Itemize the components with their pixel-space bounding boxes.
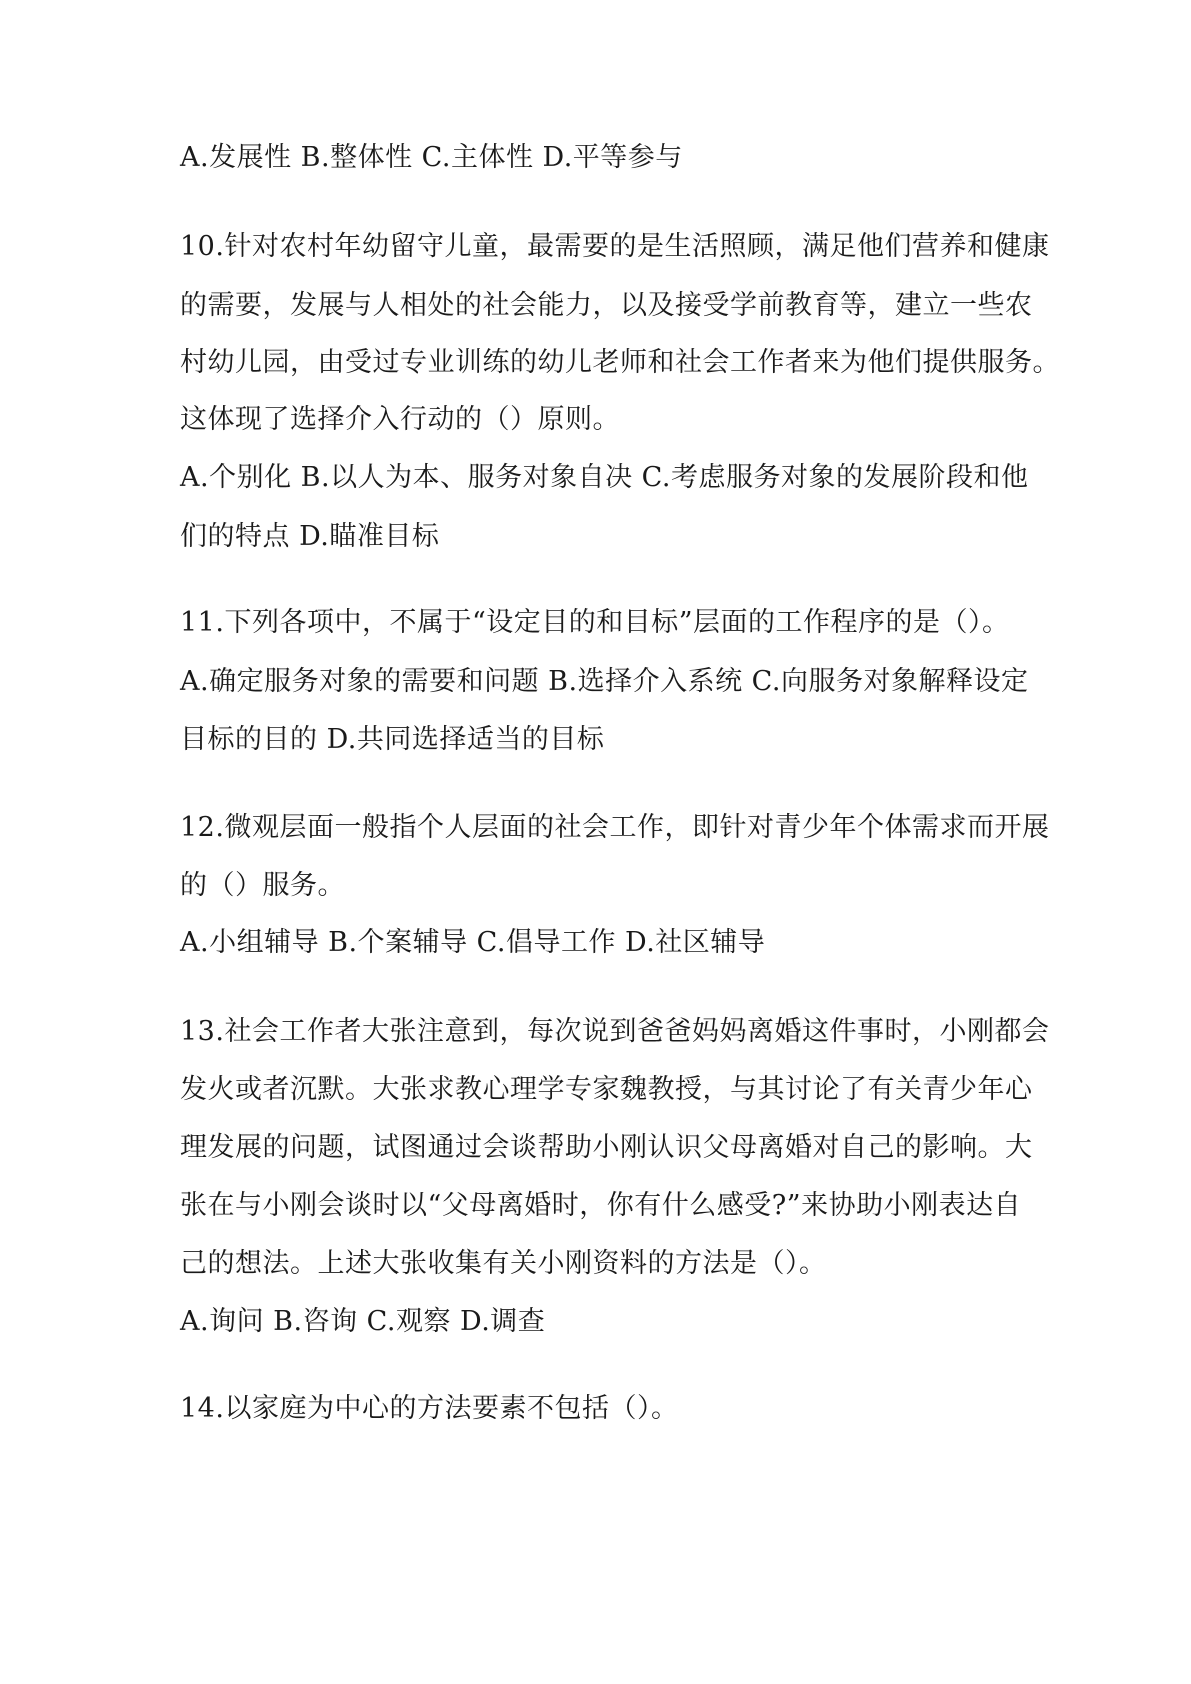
q13-stem-line-2: 发火或者沉默。大张求教心理学专家魏教授，与其讨论了有关青少年心 — [180, 1074, 1033, 1105]
q13-stem-line-3: 理发展的问题，试图通过会谈帮助小刚认识父母离婚对自己的影响。大 — [180, 1132, 1033, 1163]
q10-options-line-1: A.个别化 B.以人为本、服务对象自决 C.考虑服务对象的发展阶段和他 — [180, 462, 1029, 493]
q13-stem-line-5: 己的想法。上述大张收集有关小刚资料的方法是（）。 — [180, 1248, 827, 1279]
q12-stem-line-2: 的（）服务。 — [180, 870, 345, 901]
q13-stem-line-4: 张在与小刚会谈时以“父母离婚时，你有什么感受?”来协助小刚表达自 — [180, 1190, 1022, 1221]
q12-options-line-1: A.小组辅导 B.个案辅导 C.倡导工作 D.社区辅导 — [180, 927, 766, 958]
q11-options-line-2: 目标的目的 D.共同选择适当的目标 — [180, 724, 605, 755]
q12-stem-line-1: 12.微观层面一般指个人层面的社会工作，即针对青少年个体需求而开展 — [180, 812, 1050, 843]
q10-stem-line-1: 10.针对农村年幼留守儿童，最需要的是生活照顾，满足他们营养和健康 — [180, 231, 1050, 262]
q10-stem-line-2: 的需要，发展与人相处的社会能力，以及接受学前教育等，建立一些农 — [180, 290, 1033, 321]
q14-stem-line-1: 14.以家庭为中心的方法要素不包括（）。 — [180, 1393, 679, 1424]
q11-stem-line-1: 11.下列各项中，不属于“设定目的和目标”层面的工作程序的是（）。 — [180, 607, 1010, 638]
q13-options-line-1: A.询问 B.咨询 C.观察 D.调查 — [180, 1306, 546, 1337]
q13-stem-line-1: 13.社会工作者大张注意到，每次说到爸爸妈妈离婚这件事时，小刚都会 — [180, 1016, 1050, 1047]
q9-options: A.发展性 B.整体性 C.主体性 D.平等参与 — [180, 142, 683, 173]
q11-options-line-1: A.确定服务对象的需要和问题 B.选择介入系统 C.向服务对象解释设定 — [180, 666, 1029, 697]
q10-stem-line-3: 村幼儿园，由受过专业训练的幼儿老师和社会工作者来为他们提供服务。 — [180, 347, 1060, 378]
q10-stem-line-4: 这体现了选择介入行动的（）原则。 — [180, 404, 620, 435]
q10-options-line-2: 们的特点 D.瞄准目标 — [180, 521, 440, 552]
